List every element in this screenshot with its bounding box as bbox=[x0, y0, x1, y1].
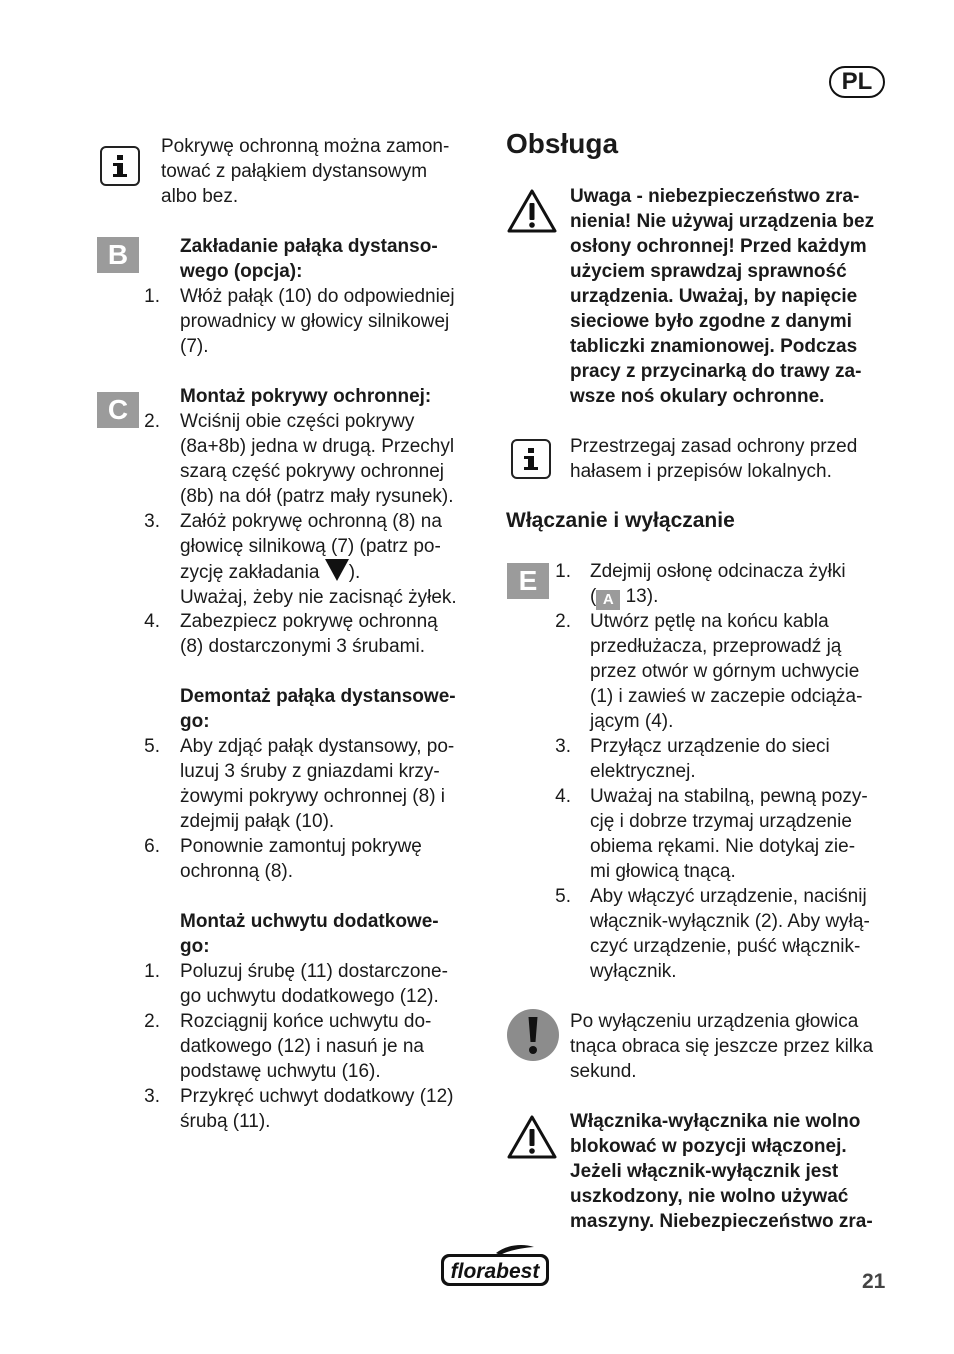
language-badge: PL bbox=[829, 66, 885, 98]
figure-marker-a: A bbox=[596, 590, 620, 610]
list-item: 5. Aby zdjąć pałąk dystansowy, po- luzuj 3 śruby z gniazdami krzy- żowymi pokrywy ochronnej (8) i zdejmij pałąk (10). bbox=[144, 736, 455, 832]
figure-marker-b: B bbox=[97, 237, 139, 273]
heading-aux-handle: Montaż uchwytu dodatkowe- go: bbox=[180, 911, 439, 957]
heading-spacer-install: Zakładanie pałąka dystanso- wego (opcja): bbox=[180, 236, 438, 282]
list-item: 2. Utwórz pętlę na końcu kabla przedłużacza, przeprowadź ją przez otwór w górnym uchwycie (1) i zawieś w zaczepie odciąża- jącym (4). bbox=[555, 611, 863, 732]
list-item: 3. Przykręć uchwyt dodatkowy (12) śrubą (11). bbox=[144, 1086, 454, 1132]
note-noise: Przestrzegaj zasad ochrony przed hałasem i przepisów lokalnych. bbox=[570, 436, 858, 482]
info-icon bbox=[511, 439, 551, 479]
heading-spacer-removal: Demontaż pałąka dystansowe- go: bbox=[180, 686, 456, 732]
triangle-down-icon bbox=[325, 559, 349, 581]
heading-cover-mounting: Montaż pokrywy ochronnej: bbox=[180, 386, 432, 407]
list-item: 3. Załóż pokrywę ochronną (8) na głowicę silnikową (7) (patrz po- zycję zakładania ). Uważaj, żeby nie zacisnąć żyłek. bbox=[144, 511, 457, 608]
exclamation-circle-icon bbox=[506, 1008, 560, 1067]
caution-text: Po wyłączeniu urządzenia głowica tnąca obraca się jeszcze przez kilka sekund. bbox=[570, 1011, 874, 1082]
warning-text: Włącznika-wyłącznika nie wolno blokować w pozycji włączonej. Jeżeli włącznik-wyłącznik jest uszkodzony, nie wolno używać maszyny. Niebezpieczeństwo zra- bbox=[570, 1111, 873, 1232]
list-item: 3. Przyłącz urządzenie do sieci elektrycznej. bbox=[555, 736, 830, 782]
list-item: 6. Ponownie zamontuj pokrywę ochronną (8). bbox=[144, 836, 422, 882]
warning-triangle-icon bbox=[506, 188, 558, 239]
subsection-title: Włączanie i wyłączanie bbox=[506, 509, 735, 532]
logo-text: florabest bbox=[450, 1260, 540, 1283]
list-item: 5. Aby włączyć urządzenie, naciśnij włącznik-wyłącznik (2). Aby wyłą- czyć urządzenie, puść włącznik- wyłącznik. bbox=[555, 886, 870, 982]
list-item: 2. Rozciągnij końce uchwytu do- datkowego (12) i nasuń je na podstawę uchwytu (16). bbox=[144, 1011, 432, 1082]
warning-triangle-icon bbox=[506, 1114, 558, 1165]
list-item: 4. Zabezpiecz pokrywę ochronną (8) dostarczonymi 3 śrubami. bbox=[144, 611, 438, 657]
section-title: Obsługa bbox=[506, 128, 619, 159]
figure-marker-c: C bbox=[97, 392, 139, 428]
note-cover-mounting: Pokrywę ochronną można zamon- tować z pałąkiem dystansowym albo bez. bbox=[161, 136, 450, 207]
list-item: 1. Poluzuj śrubę (11) dostarczone- go uchwytu dodatkowego (12). bbox=[144, 961, 448, 1007]
list-item: 4. Uważaj na stabilną, pewną pozy- cję i dobrze trzymaj urządzenie obiema rękami. Nie dotykaj zie- mi głowicą tnącą. bbox=[555, 786, 868, 882]
list-item: 2. Wciśnij obie części pokrywy (8a+8b) jedna w drugą. Przechyl szarą część pokrywy ochronnej (8b) na dół (patrz mały rysunek). bbox=[144, 411, 455, 507]
warning-text: Uwaga - niebezpieczeństwo zra- nienia! Nie używaj urządzenia bez osłony ochronnej! Przed każdym użyciem sprawdzaj sprawność urządzenia. Uważaj, by napięcie sieciowe było zgodne z danymi tabliczki znamionowej. Podczas pracy z przycinarką do trawy za- wsze noś okulary ochronne. bbox=[570, 186, 875, 407]
list-item: 1. Zdejmij osłonę odcinacza żyłki ( A 13). bbox=[555, 561, 846, 608]
info-icon bbox=[100, 146, 140, 186]
florabest-logo bbox=[436, 1244, 554, 1295]
figure-marker-e: E bbox=[507, 563, 549, 599]
page-number: 21 bbox=[862, 1270, 886, 1293]
